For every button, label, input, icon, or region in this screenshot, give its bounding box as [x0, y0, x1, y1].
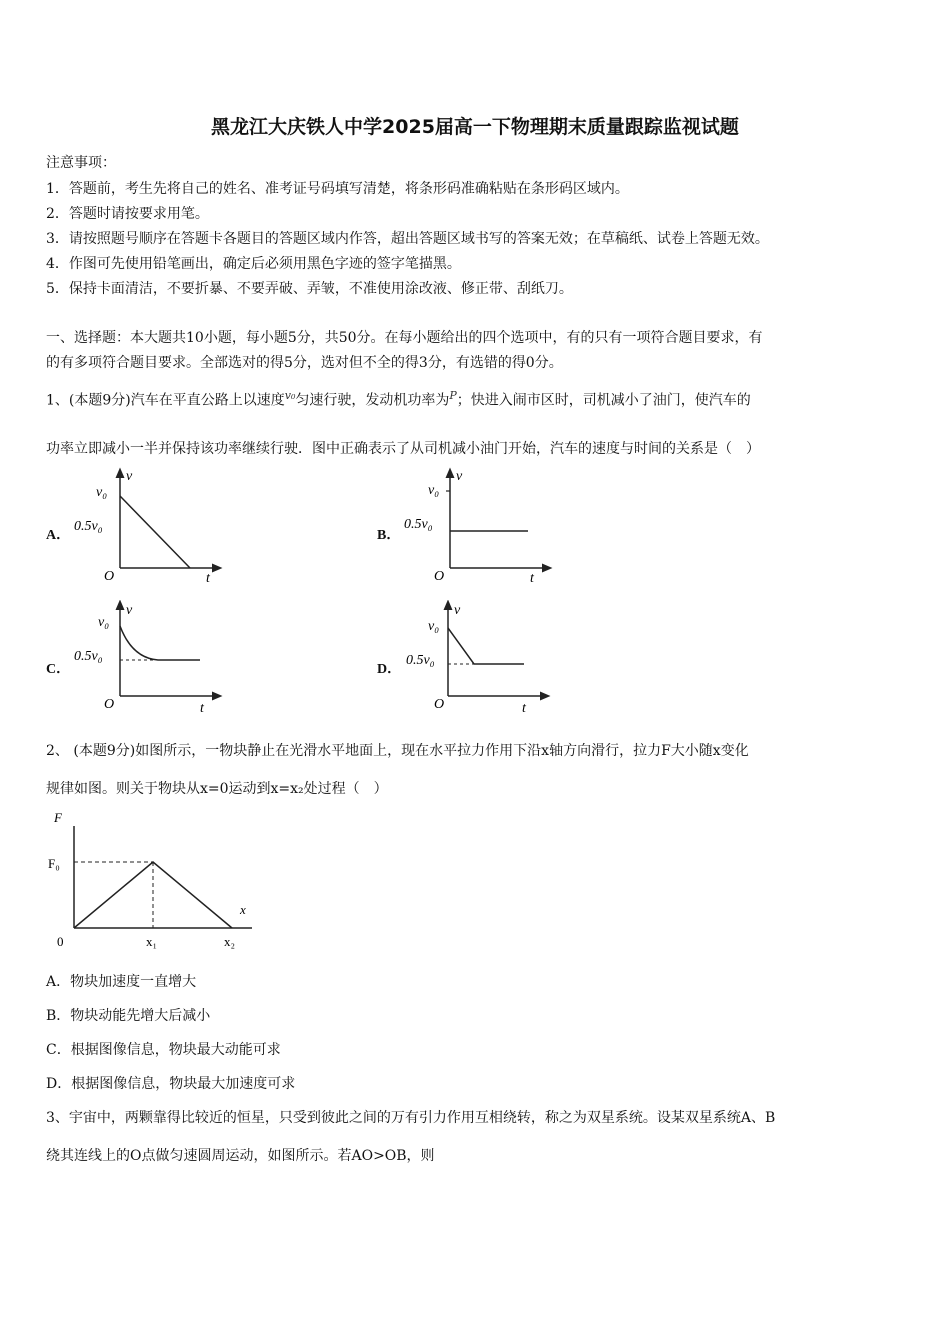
origin-label: O	[434, 569, 445, 584]
q2-option-c: C．根据图像信息，物块最大动能可求	[46, 1042, 281, 1058]
q1-text-part2: 匀速行驶，发动机功率为	[295, 392, 450, 409]
t-axis-label: t	[522, 701, 526, 716]
q3-stem-line1: 3、宇宙中，两颗靠得比较近的恒星，只受到彼此之间的万有引力作用互相绕转，称之为双星系统。设某双星系统A、B	[46, 1110, 776, 1126]
origin-label: O	[104, 697, 115, 712]
notes-item-1: 1．答题前，考生先将自己的姓名、准考证号码填写清楚，将条形码准确粘贴在条形码区域内。	[46, 181, 629, 197]
q2-option-d: D．根据图像信息，物块最大加速度可求	[46, 1076, 296, 1092]
origin-label: O	[104, 569, 115, 584]
notes-item-2: 2．答题时请按要求用笔。	[46, 206, 209, 222]
q1-stem-line1	[46, 389, 751, 410]
q1-option-d-label: D．	[377, 662, 402, 677]
q3-stem-line2: 绕其连线上的O点做匀速圆周运动，如图所示。若AO>OB，则	[46, 1148, 435, 1164]
section-header-line1: 一、选择题：本大题共10小题，每小题5分，共50分。在每小题给出的四个选项中，有的只有一项符合题目要求，有	[46, 330, 763, 346]
half-v0-tick-label: 0.5v₀	[404, 517, 433, 532]
half-v0-tick-label: 0.5v₀	[406, 653, 435, 668]
origin-label: O	[434, 697, 445, 712]
v-axis-label: v	[454, 603, 461, 618]
v0-tick-label: v₀	[98, 615, 110, 630]
x2-tick-label: x₂	[224, 934, 236, 949]
notes-item-5: 5．保持卡面清洁，不要折暴、不要弄破、弄皱，不准使用涂改液、修正带、刮纸刀。	[46, 281, 573, 297]
t-axis-label: t	[200, 701, 204, 716]
notes-item-3: 3．请按照题号顺序在答题卡各题目的答题区域内作答，超出答题区域书写的答案无效；在草稿纸、试卷上答题无效。	[46, 231, 769, 247]
velocity-line	[448, 628, 524, 664]
q1-text-part3: ；快进入闹市区时，司机减小了油门，使汽车的	[456, 392, 751, 409]
q2-force-graph	[40, 808, 260, 953]
origin-label: 0	[57, 934, 64, 949]
half-v0-tick-label: 0.5v₀	[74, 519, 103, 534]
q2-option-a: A．物块加速度一直增大	[46, 974, 197, 990]
v0-tick-label: v₀	[428, 619, 440, 634]
x1-tick-label: x₁	[146, 934, 158, 949]
q1-text-part1: 1、(本题9分)汽车在平直公路上以速度	[46, 392, 285, 409]
f-axis-label: F	[54, 810, 62, 825]
section-header-line2: 的有多项符合题目要求。全部选对的得5分，选对但不全的得3分，有选错的得0分。	[46, 355, 563, 371]
page-title: 黑龙江大庆铁人中学2025届高一下物理期末质量跟踪监视试题	[211, 116, 739, 138]
t-axis-label: t	[530, 571, 534, 586]
velocity-curve	[120, 626, 200, 660]
t-axis-label: t	[206, 571, 210, 586]
q1-stem-line2: 功率立即减小一半并保持该功率继续行驶．图中正确表示了从司机减小油门开始，汽车的速度与时间的关系是（ ）	[46, 441, 760, 457]
f0-tick-label: F₀	[48, 856, 60, 871]
q2-option-b: B．物块动能先增大后减小	[46, 1008, 211, 1024]
q1-graph-c	[70, 600, 230, 718]
v-axis-label: v	[126, 603, 133, 618]
q1-symbol-p: P	[449, 389, 457, 402]
q1-option-a-label: A．	[46, 528, 71, 543]
v-axis-label: v	[456, 469, 463, 484]
q1-option-b-label: B．	[377, 528, 401, 543]
notes-item-4: 4．作图可先使用铅笔画出，确定后必须用黑色字迹的签字笔描黑。	[46, 256, 461, 272]
q1-graph-b	[400, 466, 560, 586]
q1-symbol-v0: v₀	[284, 389, 296, 402]
v0-tick-label: v₀	[96, 485, 108, 500]
velocity-line	[120, 496, 190, 568]
q1-option-c-label: C．	[46, 662, 71, 677]
q1-graph-a	[70, 466, 230, 586]
v0-tick-label: v₀	[428, 483, 440, 498]
q2-stem-line1: 2、 (本题9分)如图所示，一物块静止在光滑水平地面上，现在水平拉力作用下沿x轴方向滑行，拉力F大小随x变化	[46, 743, 749, 759]
q2-stem-line2: 规律如图。则关于物块从x=0运动到x=x₂处过程（ ）	[46, 781, 388, 797]
x-axis-label: x	[240, 902, 246, 917]
half-v0-tick-label: 0.5v₀	[74, 649, 103, 664]
v-axis-label: v	[126, 469, 133, 484]
notes-heading: 注意事项：	[46, 155, 116, 171]
q1-graph-d	[400, 600, 560, 718]
